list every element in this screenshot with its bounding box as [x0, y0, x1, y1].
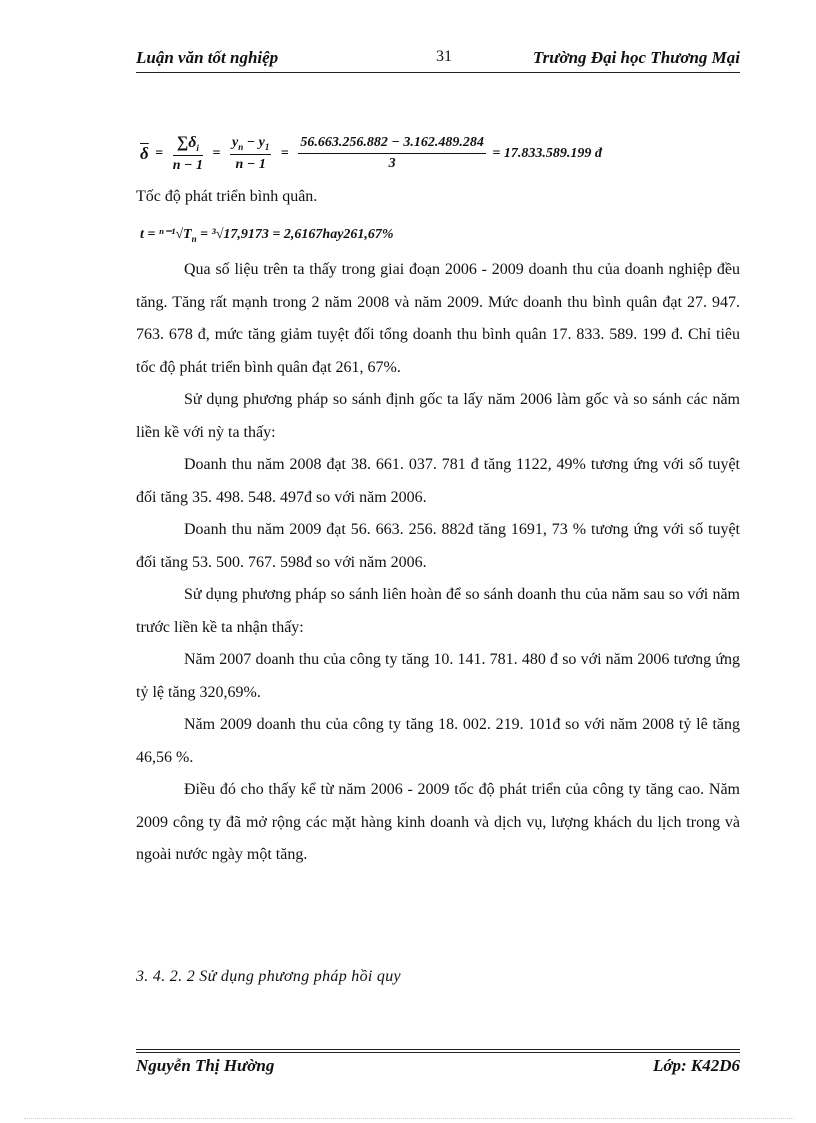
- paragraph: Qua số liệu trên ta thấy trong giai đoạn 2006 - 2009 doanh thu của doanh nghiệp đều tăng. Tăng rất mạnh trong 2 năm 2008 và năm 2009. Mức doanh thu bình quân đạt 27. 947. 763. 678 đ, mức tăng giảm tuyệt đối tổng doanh thu bình quân 17. 833. 589. 199 đ. Chỉ tiêu tốc độ phát triển bình quân đạt 261, 67%.: [136, 261, 740, 376]
- paragraph: Năm 2007 doanh thu của công ty tăng 10. 141. 781. 480 đ so với năm 2006 tương ứng tỷ lệ tăng 320,69%.: [136, 651, 740, 701]
- formula1-fraction-3: $\frac{56.663.256.882 - 3.162.489.284}{3}$: [300, 135, 484, 172]
- body-text: [136, 254, 740, 872]
- footer-rule: [136, 1049, 740, 1050]
- paragraph: Điều đó cho thấy kể từ năm 2006 - 2009 tốc độ phát triển của công ty tăng cao. Năm 2009 công ty đã mở rộng các mặt hàng kinh doanh và dịch vụ, lượng khách du lịch trong và ngoài nước ngày một tăng.: [136, 781, 740, 863]
- paragraph: Năm 2009 doanh thu của công ty tăng 18. 002. 219. 101đ so với năm 2008 tỷ lê tăng 46,56 %.: [136, 716, 740, 766]
- formula1-result: = 17.833.589.199 đ: [492, 145, 602, 161]
- footer-author: Nguyễn Thị Hường: [136, 1056, 275, 1075]
- header-rule: [136, 72, 740, 73]
- growth-rate-label: Tốc độ phát triển bình quân.: [136, 188, 318, 205]
- page-number: 31: [436, 48, 452, 65]
- paragraph: Sử dụng phương pháp so sánh liên hoàn để so sánh doanh thu của năm sau so với năm trước liền kề ta nhận thấy:: [136, 586, 740, 636]
- paragraph: Doanh thu năm 2008 đạt 38. 661. 037. 781 đ tăng 1122, 49% tương ứng với số tuyệt đối tăng 35. 498. 548. 497đ so với năm 2006.: [136, 456, 740, 506]
- average-growth-rate-formula: $t = ^{n-1}√T_n = ^3√17,9173 = 2,6167hay261,67\%$: [140, 227, 394, 244]
- average-absolute-change-formula: $\overline{\delta}$ = $\frac{\sum\delta_i}{n - 1}$ = $\frac{y_n - y_1}{n - 1}$ = $\frac{56.663.256.882 - 3.162.489.284}{3}$ = 17.833.589.199 đ: [140, 134, 602, 173]
- formula1-lhs: $\overline{\delta}$: [140, 143, 149, 163]
- formula1-fraction-1: $\frac{\sum\delta_i}{n - 1}$: [172, 134, 203, 173]
- header-thesis-title: Luận văn tốt nghiệp: [136, 48, 279, 67]
- header-university: Trường Đại học Thương Mại: [532, 48, 740, 67]
- footer-rule: [136, 1052, 740, 1053]
- section-subheading: 3. 4. 2. 2 Sử dụng phương pháp hồi quy: [136, 968, 401, 985]
- page-edge: [24, 1118, 794, 1119]
- paragraph: Doanh thu năm 2009 đạt 56. 663. 256. 882đ tăng 1691, 73 % tương ứng với số tuyệt đối tăng 53. 500. 767. 598đ so với năm 2006.: [136, 521, 740, 571]
- paragraph: Sử dụng phương pháp so sánh định gốc ta lấy năm 2006 làm gốc và so sánh các năm liền kề với nỳ ta thấy:: [136, 391, 740, 441]
- page-header: [136, 48, 740, 70]
- footer-class: Lớp: K42D6: [652, 1056, 740, 1075]
- formula1-fraction-2: $\frac{y_n - y_1}{n - 1}$: [231, 135, 270, 172]
